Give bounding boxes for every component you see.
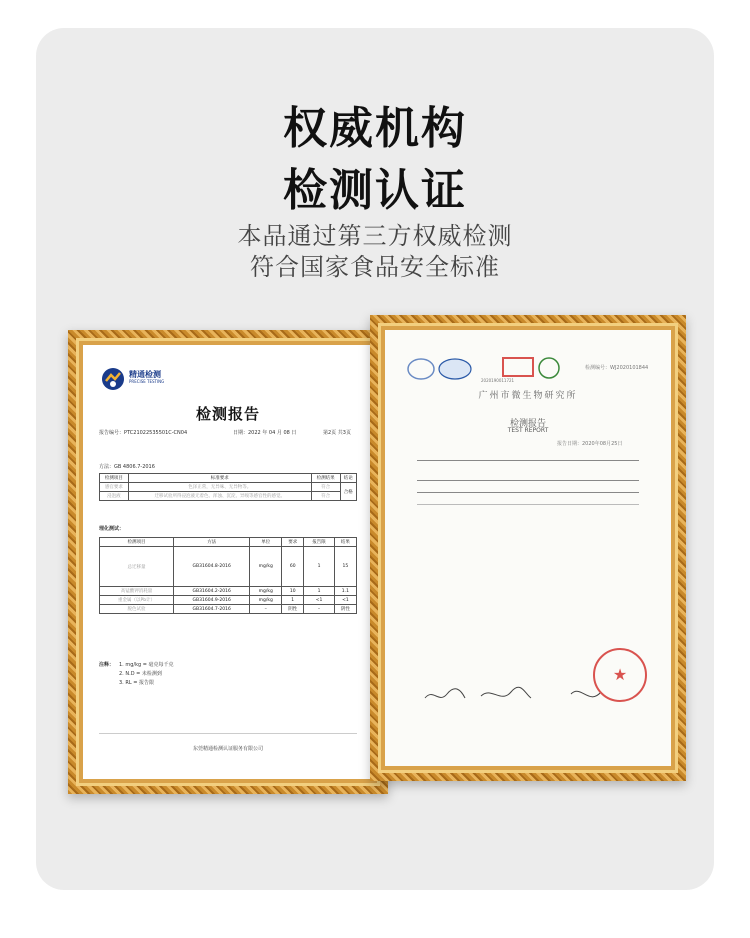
table-cell: 1 <box>304 547 334 587</box>
report-standard: 方法：GB 4806.7-2016 <box>99 464 155 470</box>
official-seal <box>593 648 647 702</box>
table-cell: 重金属（以Pb计） <box>100 596 174 605</box>
report-title-en: TEST REPORT <box>507 427 549 434</box>
table-cell: mg/kg <box>250 547 282 587</box>
table-header: 结论 <box>340 474 356 483</box>
section-physchem: 理化测试： <box>99 526 125 532</box>
table-header: 结果 <box>334 538 356 547</box>
table-cell: – <box>250 605 282 614</box>
left-report-paper <box>83 345 373 779</box>
table-cell: mg/kg <box>250 596 282 605</box>
table-cell: GB31604.2-2016 <box>174 587 250 596</box>
left-certificate-frame <box>68 330 388 794</box>
subtitle-line-2: 符合国家食品安全标准 <box>250 253 500 281</box>
report-date: 日期：2022 年 04 月 08 日 <box>233 430 297 436</box>
table-cell: 60 <box>282 547 304 587</box>
table-cell: 感官要求 <box>100 483 129 492</box>
lab-logo-icon <box>101 367 125 391</box>
report-number: 报告编号：PTC21022535501C-CN04 <box>99 430 188 436</box>
table-header: 检测结果 <box>311 474 340 483</box>
report-date: 报告日期：2020年08月25日 <box>557 441 623 447</box>
table-cell: 1.1 <box>334 587 356 596</box>
table-cell: 色泽正常，无异味、无异物等。 <box>128 483 311 492</box>
table-line <box>417 504 639 505</box>
table-cell: 合格 <box>340 483 356 501</box>
table-row <box>100 547 357 587</box>
table-header: 方法 <box>174 538 250 547</box>
seal-star-icon: ★ <box>612 665 628 684</box>
table-line <box>417 480 639 481</box>
table-cell: GB31604.7-2016 <box>174 605 250 614</box>
table-cell: 符合 <box>311 492 340 501</box>
table-row <box>100 538 357 547</box>
report-number: 检测编号：WJ2020101844 <box>585 365 649 371</box>
table-row <box>100 596 357 605</box>
report-title-cn: 检测报告 <box>509 419 546 429</box>
table-cell: 浸泡液 <box>100 492 129 501</box>
sensory-table <box>99 473 357 501</box>
table-row <box>100 587 357 596</box>
table-row <box>100 483 357 492</box>
table-cell: 迁移试验所得浸泡液无着色、浑浊、沉淀、异嗅等感官性的感觉。 <box>128 492 311 501</box>
right-certificate-frame <box>370 315 686 781</box>
table-cell: 脱色试验 <box>100 605 174 614</box>
table-cell: 阴性 <box>282 605 304 614</box>
lab-footer: 东莞精通检测认证服务有限公司 <box>192 746 263 752</box>
table-header: 单位 <box>250 538 282 547</box>
table-cell: mg/kg <box>250 587 282 596</box>
note-item: 1. mg/kg = 毫克每千克 <box>119 662 174 668</box>
table-cell: 符合 <box>311 483 340 492</box>
table-cell: 总迁移量 <box>100 547 174 587</box>
report-title: 检测报告 <box>195 405 260 423</box>
table-header: 要求 <box>282 538 304 547</box>
table-cell: <1 <box>334 596 356 605</box>
table-cell: 15 <box>334 547 356 587</box>
table-cell: 10 <box>282 587 304 596</box>
table-header: 检测项目 <box>100 474 129 483</box>
institute-name: 广州市微生物研究所 <box>478 391 578 401</box>
physchem-table <box>99 537 357 614</box>
table-line <box>417 460 639 461</box>
note-item: 3. RL = 报告限 <box>119 680 154 686</box>
table-cell: 阴性 <box>334 605 356 614</box>
footer-divider <box>99 733 357 734</box>
lab-name-en: PRECISE TESTING <box>129 379 165 384</box>
note-item: 2. N.D = 未检测到 <box>119 671 162 677</box>
notes-label: 注释： <box>99 662 115 668</box>
table-cell: 1 <box>304 587 334 596</box>
table-row <box>100 492 357 501</box>
heading-line-2: 检测认证 <box>283 165 467 216</box>
right-report-paper <box>385 330 671 766</box>
subtitle-line-1: 本品通过第三方权威检测 <box>237 222 513 250</box>
heading-line-1: 权威机构 <box>283 103 467 154</box>
table-cell: 高锰酸钾消耗量 <box>100 587 174 596</box>
signatures-icon <box>421 680 621 710</box>
table-cell: GB31604.9-2016 <box>174 596 250 605</box>
cma-code: 2020190011721 <box>481 378 515 383</box>
table-cell: GB31604.8-2016 <box>174 547 250 587</box>
table-cell: <1 <box>304 596 334 605</box>
table-row <box>100 474 357 483</box>
table-cell: 1 <box>282 596 304 605</box>
table-header: 标准要求 <box>128 474 311 483</box>
lab-name: 精通检测 <box>129 370 161 379</box>
table-header: 检测项目 <box>100 538 174 547</box>
report-page: 第2页 共3页 <box>323 430 351 436</box>
table-cell: – <box>304 605 334 614</box>
table-line <box>417 492 639 493</box>
table-row <box>100 605 357 614</box>
table-header: 报告限 <box>304 538 334 547</box>
